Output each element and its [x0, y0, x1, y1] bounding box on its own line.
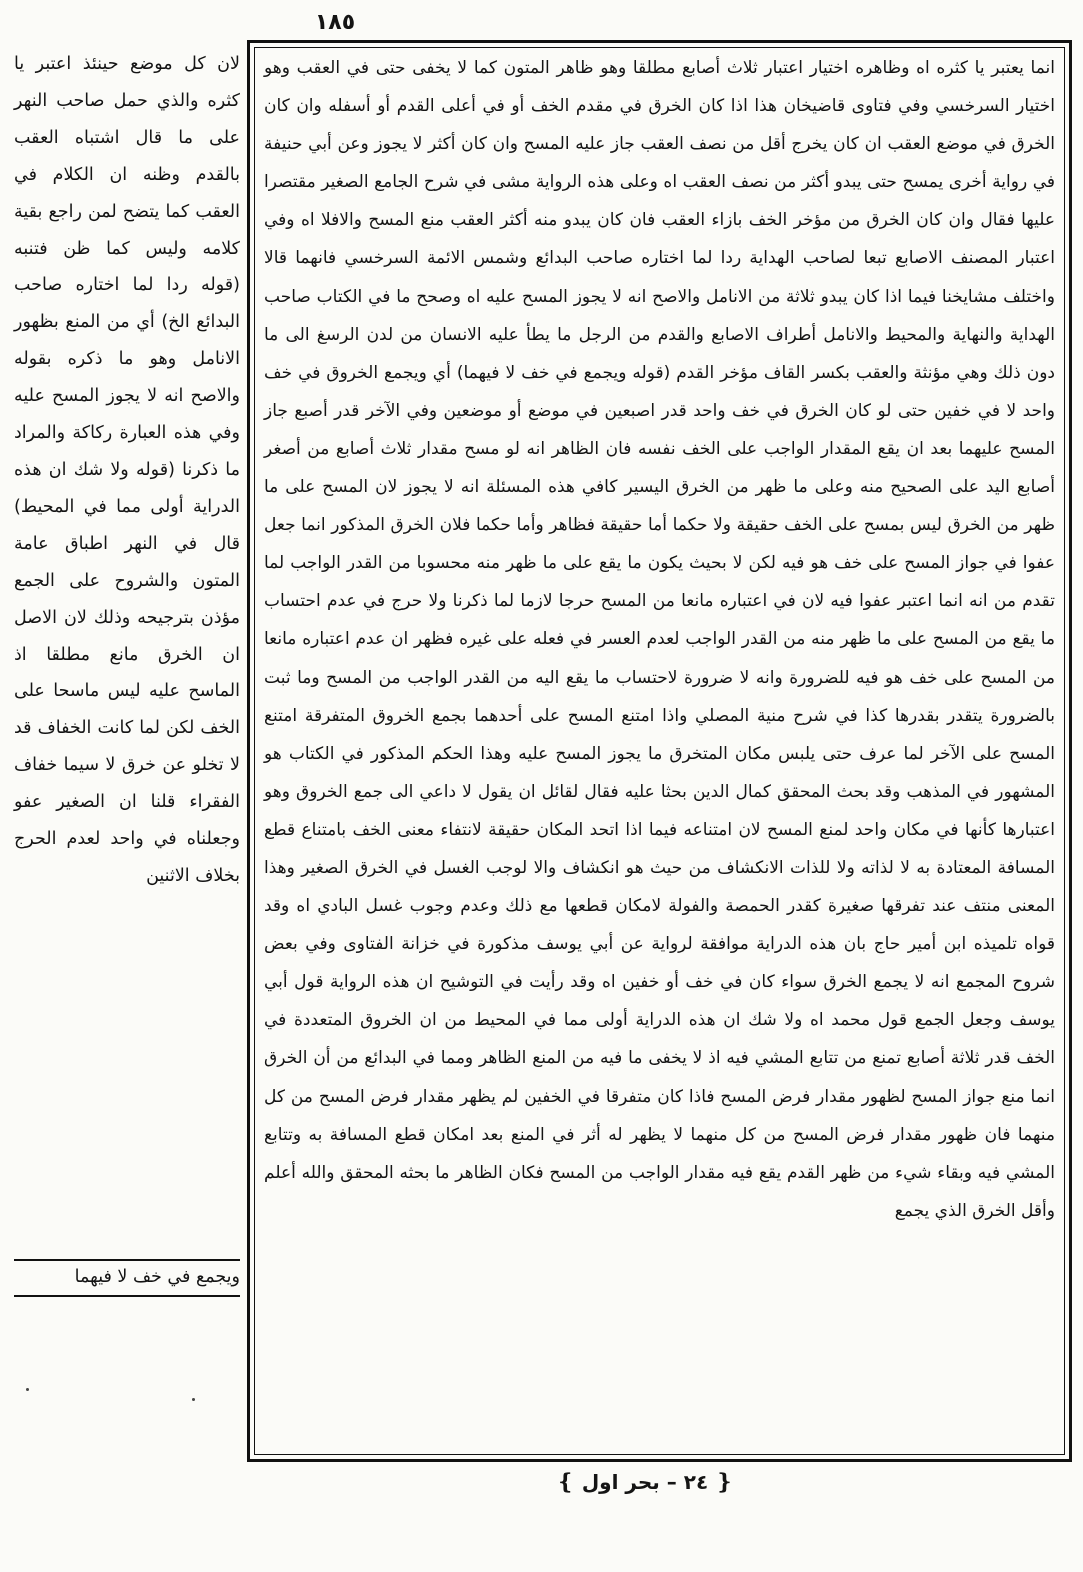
page-number: ١٨٥ [314, 10, 356, 35]
main-text-frame [247, 40, 1072, 1462]
scan-speck [26, 1388, 29, 1391]
main-text-body: انما يعتبر يا كثره اه وظاهره اختيار اعتبار ثلاث أصابع مطلقا وهو ظاهر المتون كما لا يخفى حتى في العقب وهو اختيار السرخسي وفي فتاوى قاضيخان هذا اذا كان الخرق في مقدم الخف أو في أعلى القدم أو أسفله وان كان الخرق في موضع العقب ان كان يخرج أقل من نصف العقب جاز عليه المسح وان كان أكثر لا يجوز وعن أبي حنيفة في رواية أخرى يمسح حتى يبدو أكثر من نصف العقب اه وعلى هذه الرواية مشى في شرح الجامع الصغير مقتصرا عليها فقال وان كان الخرق من مؤخر الخف بازاء العقب فان كان يبدو منه أكثر العقب منع المسح والافلا اه وفي اعتبار المصنف الاصابع تبعا لصاحب الهداية ردا لما اختاره صاحب البدائع وشمس الائمة السرخسي فانهما قالا واختلف مشايخنا فيما اذا كان يبدو ثلاثة من الانامل والاصح انه لا يجوز المسح عليه اه وصحح ما في الكتاب صاحب الهداية والنهاية والمحيط والانامل أطراف الاصابع والقدم من الرجل ما يطأ عليه الانسان من لدن الرسغ الى ما دون ذلك وهي مؤنثة والعقب بكسر القاف مؤخر القدم (قوله ويجمع في خف لا فيهما) أي ويجمع الخروق في خف واحد لا في خفين حتى لو كان الخرق في خف واحد قدر اصبعين في موضع أو موضعين وفي الآخر قدر أصبع جاز المسح عليهما بعد ان يقع المقدار الواجب على الخف نفسه فان الظاهر انه لو مسح مقدار ثلاث أصابع من أصغر أصابع اليد على الصحيح منه وعلى ما ظهر من الخرق اليسير كافي هذه المسئلة انه لا يجوز لان المسح على ما ظهر من الخرق ليس بمسح على الخف حقيقة ولا حكما أما حقيقة فظاهر وأما حكما فلان الخرق المذكور انما جعل عفوا في جواز المسح على خف هو فيه لكن لا بحيث يكون ما يقع على ما ظهر منه محسوبا من القدر الواجب لما تقدم من انه انما اعتبر عفوا فيه لان في اعتباره مانعا من المسح حرجا لازما لما ذكرنا ولا حرج في عدم احتساب ما يقع من المسح على ما ظهر منه من القدر الواجب لعدم العسر في فعله على غيره فظهر ان عدم اعتباره مانعا من المسح على خف هو فيه للضرورة وانه لا ضرورة لاحتساب ما يقع اليه من القدر الواجب من المسح وما ثبت بالضرورة يتقدر بقدرها كذا في شرح منية المصلي واذا امتنع المسح على أحدهما بجمع الخروق المتفرقة امتنع المسح على الآخر لما عرف حتى يلبس مكان المتخرق ما يجوز المسح عليه وهذا الحكم المذكور في الكتاب هو المشهور في المذهب وقد بحث المحقق كمال الدين بحثا عليه فقال لقائل ان يقول لا داعي الى جمع الخروق وهو اعتبارها كأنها في مكان واحد لمنع المسح لان امتناعه فيما اذا اتحد المكان حقيقة لانتفاء معنى الخف بامتناع قطع المسافة المعتادة به لا لذاته ولا للذات الانكشاف من حيث هو انكشاف والا لوجب الغسل في الخرق الصغير وهذا المعنى منتف عند تفرقها صغيرة كقدر الحمصة والفولة لامكان قطعها مع ذلك وعدم وجوب غسل البادي اه وقد قواه تلميذه ابن أمير حاج بان هذه الدراية موافقة لرواية عن أبي يوسف مذكورة في خزانة الفتاوى وفي بعض شروح المجمع انه لا يجمع الخرق سواء كان في خف أو خفين اه وقد رأيت في التوشيح ان هذه الرواية قول أبي يوسف وجعل الجمع قول محمد اه ولا شك ان هذه الدراية أولى مما في المحيط من ان الخروق المتعددة في الخف قدر ثلاثة أصابع تمنع من تتابع المشي فيه اذ لا يخفى ما فيه من المنع الظاهر ومما في البدائع من أن الخرق انما منع جواز المسح لظهور مقدار فرض المسح فاذا كان متفرقا في الخفين لم يظهر مقدار فرض المسح من كل منهما فان ظهور مقدار فرض المسح من كل منهما لا يظهر له أثر في المنع بعد امكان قطع المسافة به وتتابع المشي فيه وبقاء شيء من ظهر القدم يقع فيه مقدار الواجب من المسح فكان الظاهر ما بحثه المحقق والله أعلم وأقل الخرق الذي يجمع [264, 58, 1055, 1221]
margin-lemma: ويجمع في خف لا فيهما [74, 1267, 240, 1287]
signature-bracket-open: ❴ [715, 1470, 734, 1495]
footer-signature-mark [530, 1470, 760, 1495]
margin-divider-bottom [14, 1295, 240, 1297]
margin-commentary: لان كل موضع حينئذ اعتبر يا كثره والذي حمل صاحب النهر على ما قال اشتباه العقب بالقدم وظنه ان الكلام في العقب كما يتضح لمن راجع بقية كلامه وليس كما ظن فتنبه (قوله ردا لما اختاره صاحب البدائع الخ) أي من المنع بظهور الانامل وهو ما ذكره بقوله والاصح انه لا يجوز المسح عليه وفي هذه العبارة ركاكة والمراد ما ذكرنا (قوله ولا شك ان هذه الدراية أولى مما في المحيط) قال في النهر اطباق عامة المتون والشروح على الجمع مؤذن بترجيحه وذلك لان الاصل ان الخرق مانع مطلقا اذ الماسح عليه ليس ماسحا على الخف لكن لما كانت الخفاف قد لا تخلو عن خرق لا سيما خفاف الفقراء قلنا ان الصغير عفو وجعلناه في واحد لعدم الحرج بخلاف الاثنين [14, 54, 240, 886]
signature-label: ٢٤ – بحر اول [581, 1470, 709, 1494]
signature-bracket-close: ❵ [556, 1470, 575, 1495]
scan-speck [192, 1398, 195, 1401]
